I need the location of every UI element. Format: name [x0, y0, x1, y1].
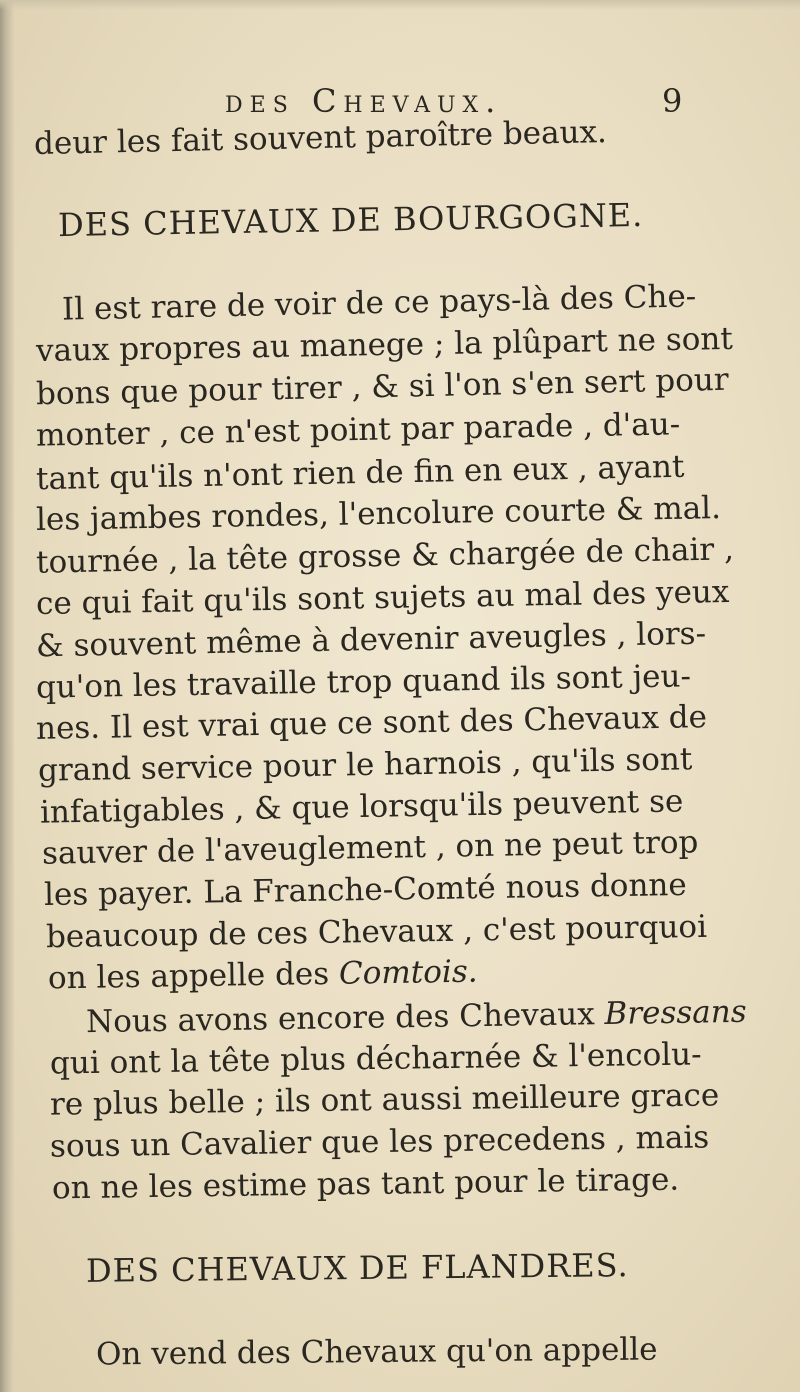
line-text: on les appelle des: [47, 955, 330, 997]
text-line: On vend des Chevaux qu'on appelle: [95, 1331, 658, 1373]
text-line: sauver de l'aveuglement , on ne peut trop: [41, 824, 699, 872]
text-line: re plus belle ; ils ont aussi meilleure grace: [49, 1077, 720, 1123]
text-line: qui ont la tête plus décharnée & l'encolu-: [49, 1036, 702, 1082]
text-line: [48, 952, 478, 999]
text-line: deur les fait souvent paroître beaux.: [33, 114, 608, 162]
text-line: bons que pour tirer , & si l'on s'en sert pour: [35, 361, 729, 413]
text-line: tant qu'ils n'ont rien de fin en eux , ayant: [35, 448, 685, 498]
text-line: beaucoup de ces Chevaux , c'est pourquoi: [45, 908, 708, 956]
section-heading-bourgogne: DES CHEVAUX DE BOURGOGNE.: [57, 195, 644, 245]
italic-term-comtois: Comtois.: [338, 953, 478, 992]
text-line: infatigables , & que lorsqu'ils peuvent se: [39, 783, 684, 831]
section-heading-flandres: DES CHEVAUX DE FLANDRES.: [85, 1246, 629, 1290]
text-line: sous un Cavalier que les precedens , mais: [49, 1119, 710, 1165]
text-line: nes. Il est vrai que ce sont des Chevaux de: [35, 699, 708, 747]
page-number: 9: [662, 82, 683, 120]
text-line: les payer. La Franche-Comté nous donne: [43, 866, 688, 914]
line-text: Nous avons encore des Chevaux: [85, 996, 595, 1041]
running-title: des Chevaux.: [225, 82, 503, 120]
text-line: tournée , la tête grosse & chargée de chair ,: [35, 531, 735, 581]
text-line: vaux propres au manege ; la plûpart ne sont: [35, 320, 734, 370]
text-line: grand service pour le harnois , qu'ils sont: [37, 741, 693, 789]
book-gutter: [0, 0, 14, 1392]
text-line: & souvent même à devenir aveugles , lors-: [35, 615, 707, 665]
text-line: on ne les estime pas tant pour le tirage.: [51, 1161, 680, 1207]
text-line: ce qui fait qu'ils sont sujets au mal des yeux: [35, 573, 730, 623]
italic-term-bressans: Bressans: [604, 993, 747, 1033]
text-line: monter , ce n'est point par parade , d'au-: [35, 406, 681, 454]
text-line: les jambes rondes, l'encolure courte & mal.: [35, 490, 722, 538]
text-line: qu'on les travaille trop quand ils sont jeu-: [35, 658, 692, 706]
page-top-shadow: [0, 0, 800, 10]
text-line: Il est rare de voir de ce pays-là des Che-: [61, 278, 697, 328]
